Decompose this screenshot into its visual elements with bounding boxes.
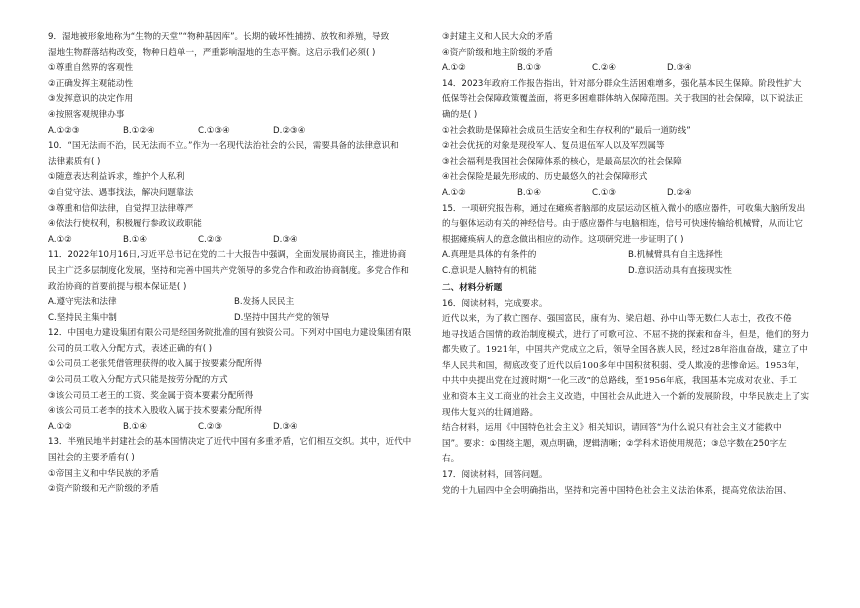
question-text-line: ③封建主义和人民大众的矛盾 [442,32,553,42]
question-text-line: 法律素质有( ) [48,156,101,167]
material-text-line: 都失败了。1921年，中国共产党成立之后，领导全国各族人民，经过28年浴血奋战，建立了中 [442,345,808,356]
answer-option: B.①②④ [123,125,155,136]
question-text-line: 11．2022年10月16日,习近平总书记在党的二十大报告中强调，全面发展协商民主，推进协商 [48,250,407,261]
question-text-line: ①随意表达利益诉求，维护个人私利 [48,172,185,183]
answer-option: C.②③ [198,421,223,432]
question-text-line: ②正确发挥主观能动性 [48,78,134,89]
question-text-line: 根据瘫痪病人的意念做出相应的动作。这项研究进一步证明了( ) [442,234,684,245]
material-text-line: 华人民共和国，彻底改变了近代以后100多年中国积贫积弱、受人欺凌的悲惨命运。1953年， [442,360,805,371]
answer-option: C.②④ [592,63,617,74]
question-text-line: ②社会优抚的对象是现役军人、复员退伍军人以及军烈属等 [442,141,665,152]
answer-option: A.遵守宪法和法律 [48,297,117,308]
right-column [442,30,814,499]
question-text-line: 15．一项研究报告称，通过在瘫痪者脑部的皮层运动区植入微小的感应器件，可收集大脑所发出 [442,203,806,214]
answer-option: B.①③ [517,63,542,74]
answer-option: D.③④ [273,234,298,245]
section-heading: 二、材料分析题 [442,282,503,293]
question-text-line: 的与躯体运动有关的神经信号。由于感应器件与电脑相连，信号可快速传输给机械臂，从而让它 [442,219,803,230]
question-text-line: ①帝国主义和中华民族的矛盾 [48,468,159,479]
question-text-line: 低保等社会保障政策覆盖面，将更多困难群体纳入保障范围。关于我国的社会保障，以下说法正 [442,94,803,105]
left-column [48,30,420,498]
question-text-line: ①公司员工老张凭借管理获得的收入属于按要素分配所得 [48,359,262,370]
answer-option: D.②④ [667,187,692,198]
material-text-line: 地寻找适合国情的政治制度模式，进行了可歌可泣、不屈不挠的探索和奋斗，但是，他们的努力 [442,329,810,340]
question-text-line: ④资产阶级和地主阶级的矛盾 [442,47,553,58]
question-text-line: 结合材料，运用《中国特色社会主义》相关知识，请回答“为什么说只有社会主义才能救中 [442,423,782,434]
answer-option: D.③④ [667,63,692,74]
material-text-line: 党的十九届四中全会明确指出，坚持和完善中国特色社会主义法治体系，提高党依法治国、 [442,485,792,496]
answer-option: A.真理是具体的有条件的 [442,250,537,261]
answer-options [48,295,420,311]
answer-options [48,233,420,249]
answer-option: C.①③ [592,187,617,198]
answer-option: A.①② [48,234,72,245]
answer-option: D.②③④ [273,125,306,136]
answer-option: D.③④ [273,421,298,432]
answer-option: C.意识是人脑特有的机能 [442,265,537,276]
question-text-line: 确的是( ) [442,109,478,120]
question-text-line: 公司的员工收入分配方式，表述正确的有( ) [48,343,213,354]
question-text-line: 12．中国电力建设集团有限公司是经国务院批准的国有独资公司。下列对中国电力建设集团有限 [48,328,412,339]
answer-option: C.①③④ [198,125,230,136]
answer-options [48,420,420,436]
question-text-line: 民主广泛多层制度化发展，坚持和完善中国共产党领导的多党合作和政治协商制度。多党合作和 [48,265,409,276]
question-text-line: ③发挥意识的决定作用 [48,94,134,105]
answer-options [442,264,814,280]
question-text-line: ①尊重自然界的客观性 [48,63,134,74]
answer-options [48,124,420,140]
question-text-line: ③尊重和信仰法律，自觉捍卫法律尊严 [48,203,194,214]
question-text-line: 右。 [442,454,460,465]
answer-option: A.①② [442,63,466,74]
answer-option: C.②③ [198,234,223,245]
question-text-line: ②自觉守法、遇事找法，解决问题靠法 [48,187,194,198]
answer-option: B.①④ [123,421,148,432]
question-text-line: 16．阅读材料，完成要求。 [442,298,548,309]
question-text-line: ②公司员工收入分配方式只能是按劳分配的方式 [48,375,228,386]
answer-options [48,311,420,327]
question-text-line: 国社会的主要矛盾有( ) [48,453,135,464]
question-text-line: 政治协商的首要前提与根本保证是( ) [48,281,187,292]
question-text-line: ④依法行使权利，积极履行参政议政职能 [48,219,202,230]
answer-option: D.坚持中国共产党的领导 [234,312,330,323]
answer-option: B.发扬人民民主 [234,297,295,308]
question-text-line: 14．2023年政府工作报告指出，针对部分群众生活困难增多，强化基本民生保障。阶段性扩大 [442,78,802,89]
material-text-line: 近代以来，为了救亡图存、强国富民，康有为、梁启超、孙中山等无数仁人志士，孜孜不倦 [442,314,792,325]
question-text-line: 湿地生物群落结构改变，物种日趋单一，严重影响湿地的生态平衡。这启示我们必须( ) [48,47,376,58]
answer-option: B.①④ [517,187,542,198]
question-text-line: 国”。要求：①围绕主题，观点明确，逻辑清晰；②学科术语使用规范；③总字数在250字左 [442,438,787,449]
question-text-line: ④该公司员工老李的技术入股收入属于技术要素分配所得 [48,406,262,417]
answer-option: D.意识活动具有直接现实性 [628,265,732,276]
answer-options [442,186,814,202]
answer-options [442,61,814,77]
question-text-line: 9．湿地被形象地称为“生物的天堂”“物种基因库”。长期的破坏性捕捞、放牧和养殖，导致 [48,32,390,42]
answer-option: C.坚持民主集中制 [48,312,117,323]
answer-option: A.①② [48,421,72,432]
material-text-line: 业和资本主义工商业的社会主义改造，中国社会从此进入一个新的发展阶段，中华民族走上了实 [442,392,810,403]
answer-options [442,248,814,264]
answer-option: B.机械臂具有自主选择性 [628,250,723,261]
answer-option: B.①④ [123,234,148,245]
question-text-line: ④社会保险是最先形成的、历史最悠久的社会保障形式 [442,172,648,183]
material-text-line: 中共中央提出党在过渡时期“一化三改”的总路线，至1956年底，我国基本完成对农业、手工 [442,376,798,387]
question-text-line: 17．阅读材料，回答问题。 [442,470,548,481]
question-text-line: ①社会救助是保障社会成员生活安全和生存权利的“最后一道防线” [442,125,691,136]
question-text-line: ④按照客观规律办事 [48,109,125,120]
question-text-line: ③该公司员工老王的工资、奖金属于资本要素分配所得 [48,390,254,401]
question-text-line: 10．“国无法而不治，民无法而不立。”作为一名现代法治社会的公民，需要具备的法律意识和 [48,141,399,152]
question-text-line: 13．半殖民地半封建社会的基本国情决定了近代中国有多重矛盾，它们相互交织。其中，近代中 [48,437,412,448]
question-text-line: ②资产阶级和无产阶级的矛盾 [48,484,159,495]
question-text-line: ③社会福利是我国社会保障体系的核心，是最高层次的社会保障 [442,156,682,167]
answer-option: A.①② [442,187,466,198]
answer-option: A.①②③ [48,125,80,136]
material-text-line: 现伟大复兴的壮阔道路。 [442,407,539,418]
